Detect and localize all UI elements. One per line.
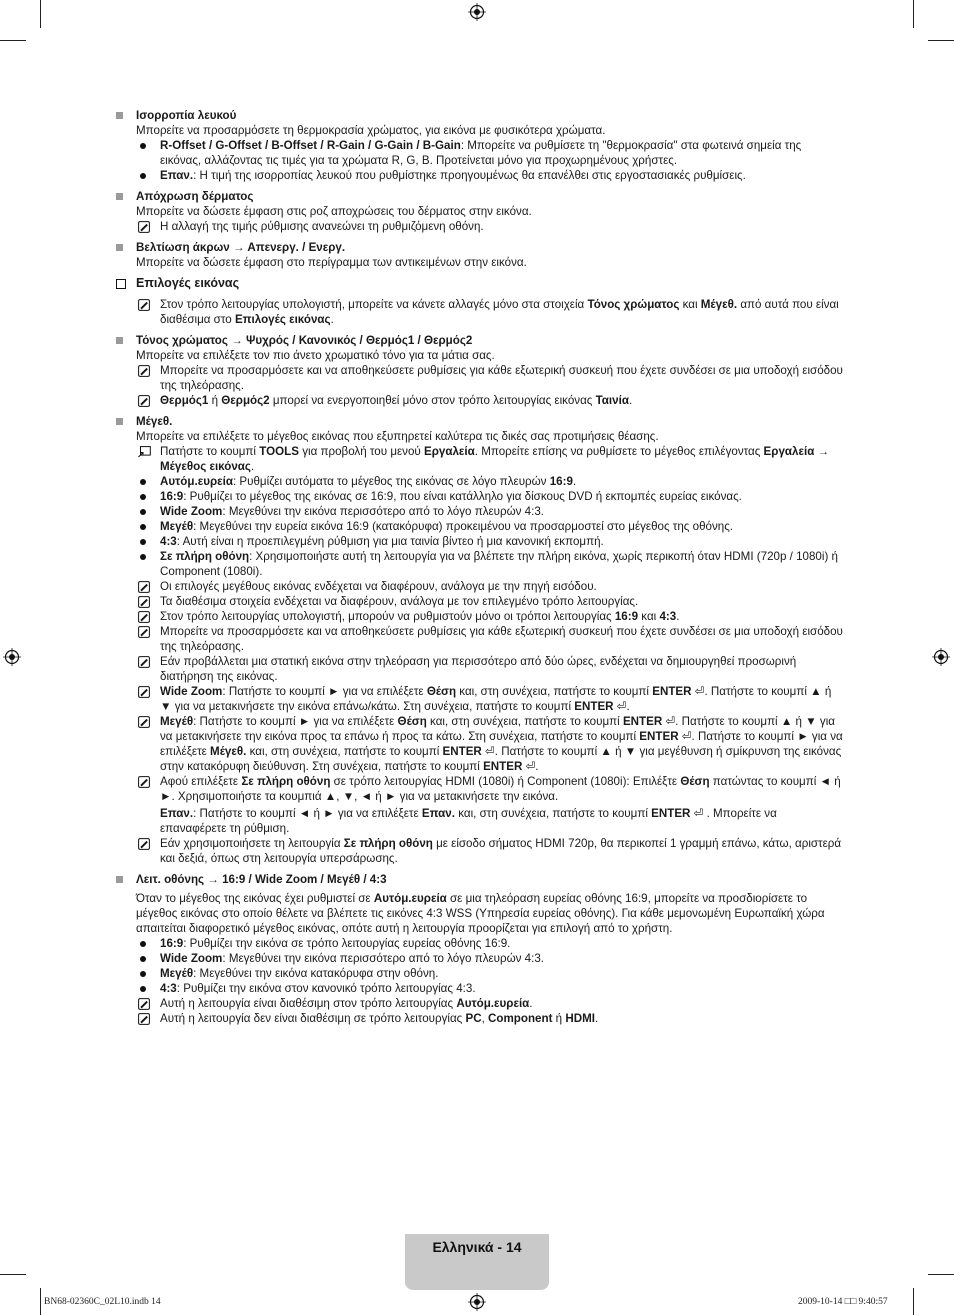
text: 16:9: Ρυθμίζει την εικόνα σε τρόπο λειτουργίας ευρείας οθόνης 16:9. [160,937,511,950]
text: Μπορείτε να επιλέξετε το μέγεθος εικόνας που εξυπηρετεί καλύτερα τις δικές σας προτιμήσεις θέασης. [136,430,659,443]
round-bullet-icon [138,489,152,504]
text: Wide Zoom: Μεγεθύνει την εικόνα περισσότερο από το λόγο πλευρών 4:3. [160,505,545,518]
paragraph [113,429,845,444]
note-icon [138,363,152,378]
section-heading [113,108,845,123]
round-bullet-icon [138,549,152,564]
footer-timestamp: 2009-10-14 □□ 9:40:57 [798,1297,888,1307]
round-bullet-icon [138,504,152,519]
note-item [113,774,845,804]
section-heading [113,872,845,887]
paragraph [113,204,845,219]
note-item [113,1011,845,1026]
square-bullet-icon [116,872,130,887]
text: Αυτόμ.ευρεία: Ρυθμίζει αυτόματα το μέγεθος της εικόνας σε λόγο πλευρών 16:9. [160,475,577,488]
footer-file-name: BN68-02360C_02L10.indb 14 [44,1297,161,1307]
page-number-label: Ελληνικά - 14 [432,1239,522,1255]
note-icon [138,836,152,851]
section-heading [113,333,845,348]
section-heading [113,414,845,429]
bullet-item [113,489,845,504]
bullet-item [113,966,845,981]
note-icon [138,684,152,699]
round-bullet-icon [138,168,152,183]
bullet-item [113,474,845,489]
checkbox-bullet-icon [116,276,130,291]
text: Μεγέθ: Μεγεθύνει την εικόνα κατακόρυφα στην οθόνη. [160,967,439,980]
round-bullet-icon [138,936,152,951]
text: 4:3: Ρυθμίζει την εικόνα στον κανονικό τρόπο λειτουργίας 4:3. [160,982,476,995]
bullet-item [113,951,845,966]
square-bullet-icon [116,414,130,429]
bullet-item [113,981,845,996]
text: 4:3: Αυτή είναι η προεπιλεγμένη ρύθμιση για μια ταινία βίντεο ή μια κανονική εκπομπή. [160,535,604,548]
crop-mark-tl-v [40,0,41,28]
paragraph [113,255,845,270]
text: Αυτή η λειτουργία δεν είναι διαθέσιμη σε τρόπο λειτουργίας PC, Component ή HDMI. [160,1012,599,1025]
text: Ισορροπία λευκού [136,109,237,122]
text: Αυτή η λειτουργία είναι διαθέσιμη στον τρόπο λειτουργίας Αυτόμ.ευρεία. [160,997,533,1010]
text: Μπορείτε να επιλέξετε τον πιο άνετο χρωματικό τόνο για τα μάτια σας. [136,349,495,362]
manual-content [113,108,845,1026]
text: Πατήστε το κουμπί TOOLS για προβολή του μενού Εργαλεία. Μπορείτε επίσης να ρυθμίσετε το μέγεθος επιλέγοντας Εργαλεία → Μέγεθος εικόνας. [160,445,830,473]
note-item [113,219,845,234]
bullet-item [113,138,845,168]
note-item [113,624,845,654]
round-bullet-icon [138,519,152,534]
square-bullet-icon [116,189,130,204]
note-icon [138,654,152,669]
text: Wide Zoom: Μεγεθύνει την εικόνα περισσότερο από το λόγο πλευρών 4:3. [160,952,545,965]
bullet-item [113,549,845,579]
bullet-item [113,168,845,183]
note-item [113,363,845,393]
note-icon [138,1011,152,1026]
note-item [113,654,845,684]
crop-mark-br-h [928,1274,954,1275]
text: 16:9: Ρυθμίζει το μέγεθος της εικόνας σε 16:9, που είναι κατάλληλο για δίσκους DVD ή εκπομπές ευρείας εικόνας. [160,490,742,503]
text: Λειτ. οθόνης → 16:9 / Wide Zoom / Μεγέθ / 4:3 [136,873,387,886]
round-bullet-icon [138,966,152,981]
tools-note [113,444,845,474]
text: Τα διαθέσιμα στοιχεία ενδέχεται να διαφέρουν, ανάλογα με τον επιλεγμένο τρόπο λειτουργίας. [160,595,639,608]
text: Μέγεθ. [136,415,173,428]
note-item [113,684,845,714]
text: Στον τρόπο λειτουργίας υπολογιστή, μπορούν να ρυθμιστούν μόνο οι τρόποι λειτουργίας 16:9 και 4:3. [160,610,680,623]
note-item [113,609,845,624]
crop-mark-tr-h [928,40,954,41]
text: Επιλογές εικόνας [136,276,240,290]
text: Στον τρόπο λειτουργίας υπολογιστή, μπορείτε να κάνετε αλλαγές μόνο στα στοιχεία Τόνος χρώματος και Μέγεθ. από αυτά που είναι διαθέσιμα στο Επιλογές εικόνας. [160,298,839,326]
text: Επαν.: Η τιμή της ισορροπίας λευκού που ρυθμίστηκε προηγουμένως θα επανέλθει στις εργοστασιακές ρυθμίσεις. [160,169,746,182]
text: Τόνος χρώματος → Ψυχρός / Κανονικός / Θερμός1 / Θερμός2 [136,334,473,347]
text: Εάν χρησιμοποιήσετε τη λειτουργία Σε πλήρη οθόνη με είσοδο σήματος HDMI 720p, θα περικοπεί 1 γραμμή επάνω, κάτω, αριστερά και δεξιά, όπως στη λειτουργία υπερσάρωσης. [160,837,842,865]
text: Σε πλήρη οθόνη: Χρησιμοποιήστε αυτή τη λειτουργία για να βλέπετε την πλήρη εικόνα, χωρίς περικοπή όταν HDMI (720p / 1080i) ή Component (1080i). [160,550,838,578]
text: Η αλλαγή της τιμής ρύθμισης ανανεώνει τη ρυθμιζόμενη οθόνη. [160,220,484,233]
registration-mark-bottom-icon [468,1293,486,1311]
square-bullet-icon [116,333,130,348]
paragraph [113,891,845,936]
text: Wide Zoom: Πατήστε το κουμπί ► για να επιλέξετε Θέση και, στη συνέχεια, πατήστε το κουμπί ENTER ⏎. Πατήστε το κουμπί ▲ ή ▼ για να μετακινήσετε την εικόνα επάνω/κάτω. Στη συνέχεια, πατήστε το κουμπί ENTER ⏎. [160,685,832,713]
note-item [113,836,845,866]
text: Θερμός1 ή Θερμός2 μπορεί να ενεργοποιηθεί μόνο στον τρόπο λειτουργίας εικόνας Ταινία. [160,394,633,407]
note-item [113,393,845,408]
note-item [113,594,845,609]
crop-mark-tl-h [0,40,26,41]
text: Επαν.: Πατήστε το κουμπί ◄ ή ► για να επιλέξετε Επαν. και, στη συνέχεια, πατήστε το κουμπί ENTER ⏎ . Μπορείτε να επαναφέρετε τη ρύθμιση. [160,807,777,835]
note-icon [138,774,152,789]
crop-mark-br-v [913,1288,914,1315]
note-item [113,996,845,1011]
note-icon [138,594,152,609]
square-bullet-icon [116,108,130,123]
text: R-Offset / G-Offset / B-Offset / R-Gain / G-Gain / B-Gain: Μπορείτε να ρυθμίσετε τη "θερμοκρασία" στα φωτεινά σημεία της εικόνας, αλλάζοντας τις τιμές για τα χρώματα R, G, B. Προτείνεται μόνο για προχωρημένους χρήστες. [160,139,802,167]
note-icon [138,579,152,594]
text: Μπορείτε να δώσετε έμφαση στο περίγραμμα των αντικειμένων στην εικόνα. [136,256,527,269]
note-icon [138,996,152,1011]
paragraph [113,348,845,363]
text: Εάν προβάλλεται μια στατική εικόνα στην τηλεόραση για περισσότερο από δύο ώρες, ενδέχεται να δημιουργηθεί προσωρινή διατήρηση της εικόνας. [160,655,797,683]
note-icon [138,297,152,312]
round-bullet-icon [138,981,152,996]
registration-mark-right-icon [932,648,950,666]
crop-mark-tr-v [913,0,914,28]
paragraph [113,806,845,836]
round-bullet-icon [138,474,152,489]
note-item [113,714,845,774]
note-icon [138,393,152,408]
crop-mark-bl-v [40,1288,41,1315]
note-item [113,297,845,327]
text: Μεγέθ: Πατήστε το κουμπί ► για να επιλέξετε Θέση και, στη συνέχεια, πατήστε το κουμπί ENTER ⏎. Πατήστε το κουμπί ▲ ή ▼ για να μετακινήσετε την εικόνα προς τα επάνω ή προς τα κάτω. Στη συνέχεια, πατήστε το κουμπί ENTER ⏎. Πατήστε το κουμπί ► για να επιλέξετε Μέγεθ. και, στη συνέχεια, πατήστε το κουμπί ENTER ⏎. Πατήστε το κουμπί ▲ ή ▼ για μεγέθυνση ή σμίκρυνση της εικόνας στην κατακόρυφη διεύθυνση. Στη συνέχεια, πατήστε το κουμπί ENTER ⏎. [160,715,843,773]
text: Μπορείτε να προσαρμόσετε και να αποθηκεύσετε ρυθμίσεις για κάθε εξωτερική συσκευή που έχετε συνδέσει σε μια υποδοχή εισόδου της τηλεόρασης. [160,364,843,392]
text: Απόχρωση δέρματος [136,190,254,203]
paragraph [113,123,845,138]
registration-mark-left-icon [3,648,21,666]
text: Βελτίωση άκρων → Απενεργ. / Ενεργ. [136,241,346,254]
text: Όταν το μέγεθος της εικόνας έχει ρυθμιστεί σε Αυτόμ.ευρεία σε μια τηλεόραση ευρείας οθόνης 16:9, μπορείτε να προσδιορίσετε το μέγεθος εικόνας στο οποίο θέλετε να βλέπετε τις εικόνες 4:3 WSS (Υπηρεσία ευρείας οθόνης). Για κάθε μεμονωμένη Ευρωπαϊκή χώρα απαιτείται διαφορετικό μέγεθος εικόνας, οπότε αυτή η λειτουργία προορίζεται για επιλογή από το χρήστη. [136,892,825,935]
note-icon [138,714,152,729]
bullet-item [113,504,845,519]
registration-mark-top-icon [468,3,486,21]
text: Μπορείτε να δώσετε έμφαση στις ροζ αποχρώσεις του δέρματος στην εικόνα. [136,205,532,218]
note-icon [138,624,152,639]
crop-mark-bl-h [0,1274,26,1275]
round-bullet-icon [138,138,152,153]
bullet-item [113,936,845,951]
section-heading [113,240,845,255]
square-bullet-icon [116,240,130,255]
chapter-heading [113,276,845,291]
bullet-item [113,519,845,534]
tools-icon [138,444,152,459]
text: Μπορείτε να προσαρμόσετε τη θερμοκρασία χρώματος, για εικόνα με φυσικότερα χρώματα. [136,124,606,137]
text: Αφού επιλέξετε Σε πλήρη οθόνη σε τρόπο λειτουργίας HDMI (1080i) ή Component (1080i): Επιλέξτε Θέση πατώντας το κουμπί ◄ ή ►. Χρησιμοποιήστε τα κουμπιά ▲, ▼, ◄ ή ► για να μετακινήσετε την εικόνα. [160,775,841,803]
text: Μεγέθ: Μεγεθύνει την ευρεία εικόνα 16:9 (κατακόρυφα) προκειμένου να προσαρμοστεί στο μέγεθος της οθόνης. [160,520,734,533]
note-icon [138,219,152,234]
round-bullet-icon [138,534,152,549]
text: Μπορείτε να προσαρμόσετε και να αποθηκεύσετε ρυθμίσεις για κάθε εξωτερική συσκευή που έχετε συνδέσει σε μια υποδοχή εισόδου της τηλεόρασης. [160,625,843,653]
section-heading [113,189,845,204]
note-icon [138,609,152,624]
note-item [113,579,845,594]
bullet-item [113,534,845,549]
text: Οι επιλογές μεγέθους εικόνας ενδέχεται να διαφέρουν, ανάλογα με την πηγή εισόδου. [160,580,597,593]
round-bullet-icon [138,951,152,966]
